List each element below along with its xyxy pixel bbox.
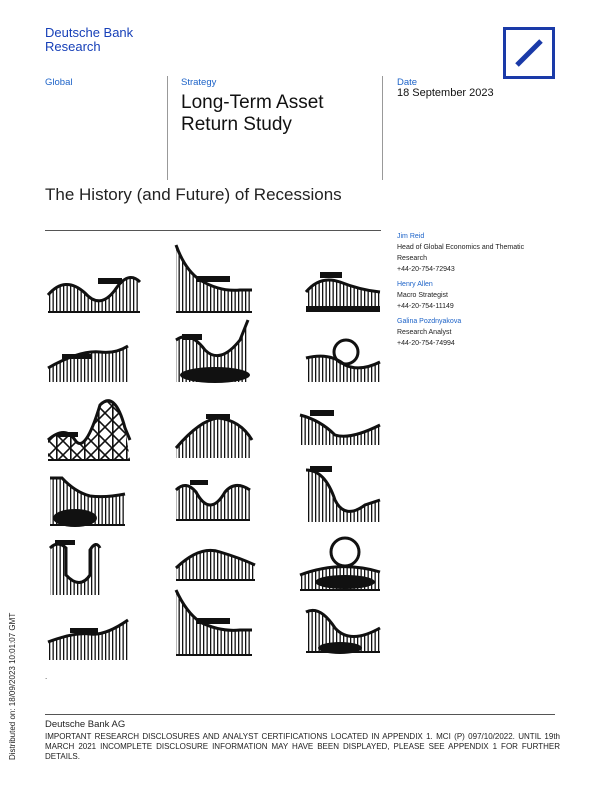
coaster-3-6 — [306, 610, 380, 654]
analyst-role: Head of Global Economics and Thematic Research — [397, 244, 525, 262]
title-line1: Long-Term Asset — [181, 92, 324, 113]
coaster-3-5 — [300, 538, 380, 590]
coaster-2-4 — [176, 480, 250, 520]
coaster-1-2 — [48, 346, 128, 382]
coaster-3-2 — [306, 340, 380, 382]
report-subtitle: The History (and Future) of Recessions — [45, 185, 342, 204]
analyst-phone: +44-20-754-72943 — [397, 266, 455, 273]
coaster-1-5 — [50, 540, 100, 595]
category-label: Strategy — [181, 77, 217, 88]
brand-line2: Research — [45, 39, 101, 54]
coaster-1-6 — [48, 620, 128, 660]
distribution-stamp: Distributed on: 18/09/2023 10:01:07 GMT — [8, 612, 17, 760]
footer-disclosure: IMPORTANT RESEARCH DISCLOSURES AND ANALYST CERTIFICATIONS LOCATED IN APPENDIX 1. MCI (P) 097/10/2022. UNTIL 19th MARCH 2021 INCOMPLETE DISCLOSURE INFORMATION MAY HAVE BEEN DISPLAYED, PLEASE SEE APPENDIX 1 FOR FURTHER DETAILS. — [45, 732, 560, 761]
analyst-role: Research Analyst — [397, 329, 452, 336]
coaster-2-5 — [176, 550, 255, 580]
coaster-1-3 — [48, 401, 130, 460]
analyst-name[interactable]: Henry Allen — [397, 281, 433, 288]
coaster-2-3 — [176, 414, 252, 458]
title-line2: Return Study — [181, 114, 292, 135]
coaster-3-3 — [300, 410, 380, 445]
analyst-name[interactable]: Galina Pozdnyakova — [397, 318, 462, 325]
date-label: Date — [397, 77, 418, 88]
region-label: Global — [45, 77, 73, 88]
coaster-1-1 — [48, 278, 140, 313]
brand-line1: Deutsche Bank — [45, 25, 134, 40]
analyst-name[interactable]: Jim Reid — [397, 233, 425, 240]
coaster-3-1 — [306, 272, 380, 312]
analyst-phone: +44-20-754-74994 — [397, 340, 455, 347]
coaster-2-2 — [176, 320, 250, 383]
report-date: 18 September 2023 — [397, 87, 494, 99]
stray-dot: . — [45, 672, 48, 681]
coaster-2-6 — [176, 590, 252, 655]
analyst-phone: +44-20-754-11149 — [397, 303, 454, 310]
coaster-3-4 — [306, 466, 380, 522]
footer-rule — [45, 714, 555, 715]
footer-bank-name: Deutsche Bank AG — [45, 719, 126, 730]
coaster-2-1 — [176, 245, 252, 312]
coaster-1-4 — [50, 478, 125, 527]
analyst-role: Macro Strategist — [397, 292, 448, 299]
